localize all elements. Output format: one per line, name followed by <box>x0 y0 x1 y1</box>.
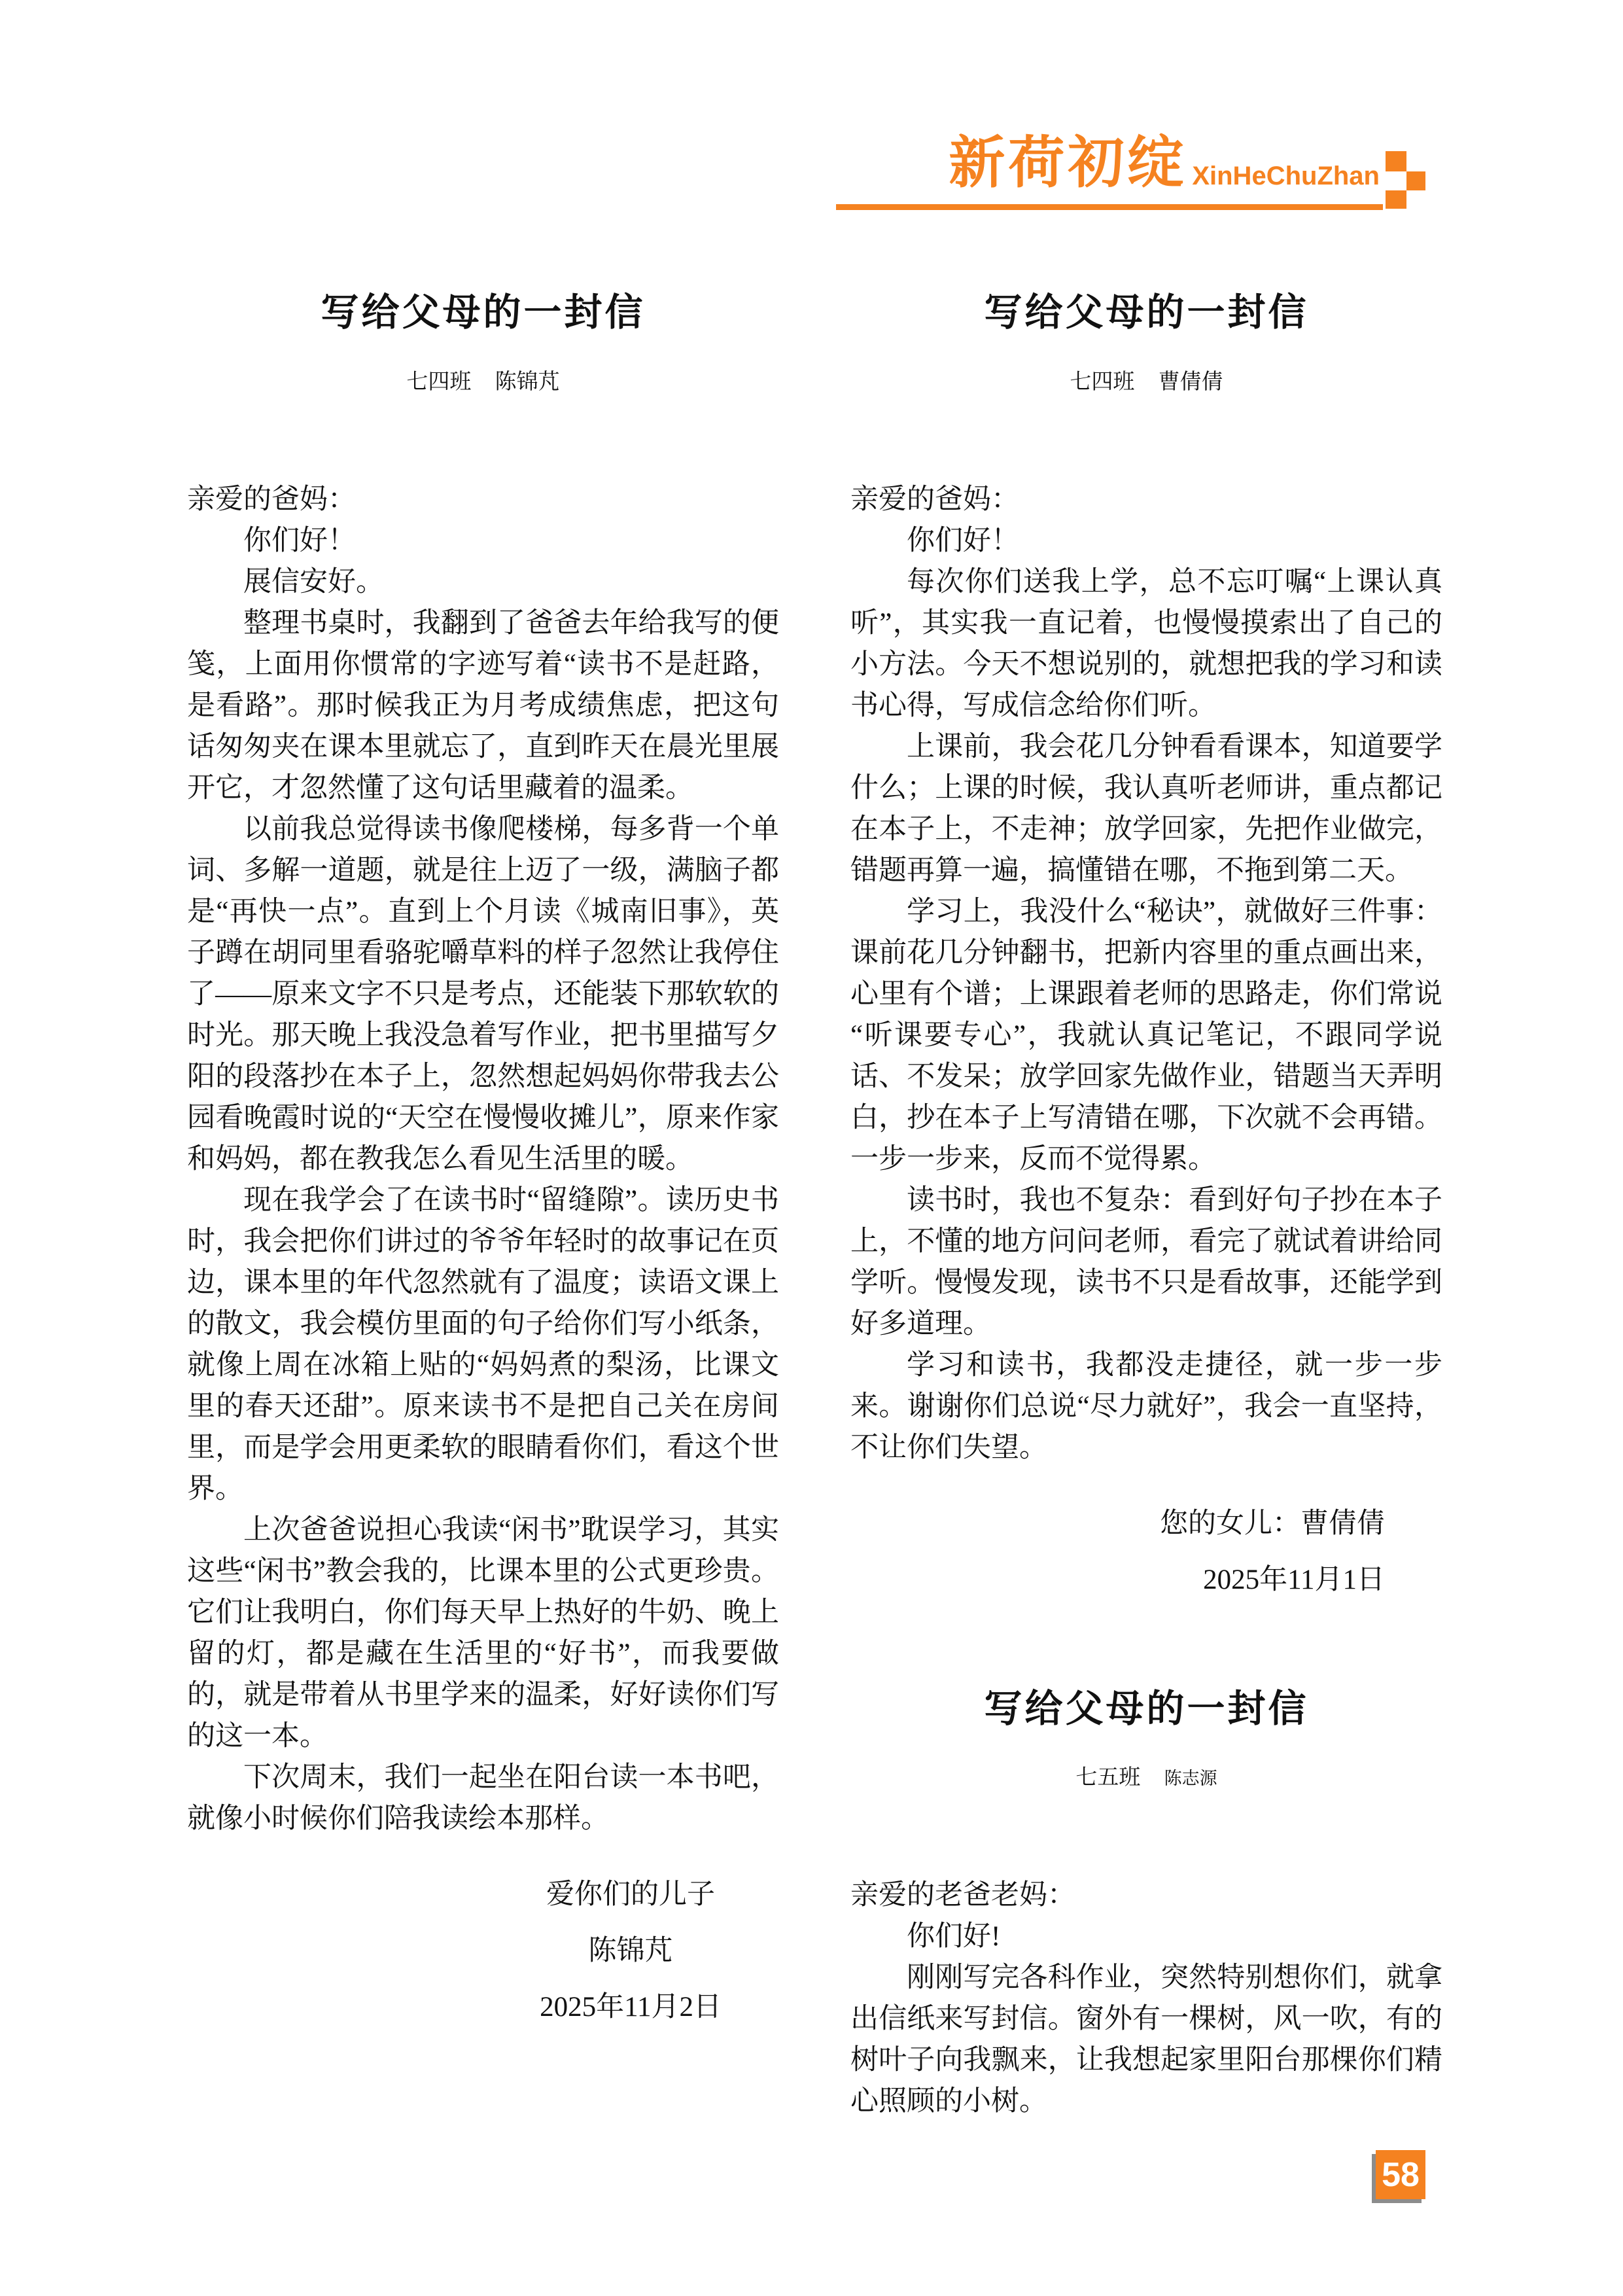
signoff-name: 陈锦芃 <box>588 1935 673 1966</box>
salutation: 亲爱的爸妈： <box>187 484 356 515</box>
paragraph: 上次爸爸说担心我读“闲书”耽误学习，其实这些“闲书”教会我的，比课本里的公式更珍贵。它们让我明白，你们每天早上热好的牛奶、晚上留的灯，都是藏在生活里的“好书”，而我要做的，就是带着从书里学来的温柔，好好读你们写的这一本。 <box>187 1514 779 1752</box>
letter-title: 写给父母的一封信 <box>984 1687 1309 1730</box>
paragraph: 上课前，我会花几分钟看看课本，知道要学什么；上课的时候，我认真听老师讲，重点都记在本子上，不走神；放学回家，先把作业做完，错题再算一遍，搞懂错在哪，不拖到第二天。 <box>850 731 1442 886</box>
paragraph: 学习和读书，我都没走捷径，就一步一步来。谢谢你们总说“尽力就好”，我会一直坚持，不让你们失望。 <box>850 1349 1442 1463</box>
page-number-badge <box>1376 2150 1425 2199</box>
greeting: 你们好! <box>907 1921 1001 1952</box>
opening-line: 展信安好。 <box>243 566 384 597</box>
letter-author <box>850 1760 1442 1791</box>
pixel-square-icon <box>1386 151 1406 171</box>
greeting: 你们好！ <box>907 525 1019 556</box>
column-left <box>187 289 779 2036</box>
letter-chen-zhiyuan <box>850 1686 1442 2123</box>
signoff-date: 2025年11月1日 <box>1203 1564 1385 1595</box>
salutation: 亲爱的老爸老妈： <box>850 1880 1075 1911</box>
signoff-block <box>540 1867 722 2036</box>
paragraph: 学习上，我没什么“秘诀”，就做好三件事：课前花几分钟翻书，把新内容里的重点画出来，心里有个谱；上课跟着老师的思路走，你们常说“听课要专心”，我就认真记笔记，不跟同学说话、不发呆；放学回家先做作业，错题当天弄明白，抄在本子上写清错在哪，下次就不会再错。一步一步来，反而不觉得累。 <box>850 896 1442 1174</box>
letter-title: 写给父母的一封信 <box>321 291 646 334</box>
page-number: 58 <box>1382 2155 1420 2194</box>
paragraph: 每次你们送我上学，总不忘叮嘱“上课认真听”，其实我一直记着，也慢慢摸索出了自己的小方法。今天不想说别的，就想把我的学习和读书心得，写成信念给你们听。 <box>850 566 1442 721</box>
paragraph: 下次周末，我们一起坐在阳台读一本书吧，就像小时候你们陪我读绘本那样。 <box>187 1761 779 1834</box>
letter-author <box>187 364 779 395</box>
letter-body <box>850 1875 1442 2122</box>
letter-author <box>850 364 1442 395</box>
paragraph: 读书时，我也不复杂：看到好句子抄在本子上，不懂的地方问问老师，看完了就试着讲给同学听。慢慢发现，读书不只是看故事，还能学到好多道理。 <box>850 1184 1442 1339</box>
letter-body <box>187 479 779 1839</box>
salutation: 亲爱的爸妈： <box>850 484 1019 515</box>
paragraph: 整理书桌时，我翻到了爸爸去年给我写的便笺，上面用你惯常的字迹写着“读书不是赶路，是看路”。那时候我正为月考成绩焦虑，把这句话匆匆夹在课本里就忘了，直到昨天在晨光里展开它，才忽然懂了这句话里藏着的温柔。 <box>187 607 779 804</box>
pixel-square-icon <box>1386 190 1406 209</box>
author-class: 七四班 <box>1070 370 1135 394</box>
masthead-logo-en: XinHeChuZhan <box>1192 162 1380 190</box>
header-rule <box>836 204 1383 210</box>
letter-cao-qianqian <box>850 289 1442 1608</box>
paragraph: 刚刚写完各科作业，突然特别想你们，就拿出信纸来写封信。窗外有一棵树，风一吹，有的树叶子向我飘来，让我想起家里阳台那棵你们精心照顾的小树。 <box>850 1962 1442 2117</box>
signoff-line: 爱你们的儿子 <box>546 1879 716 1910</box>
author-name: 陈锦芃 <box>495 370 560 394</box>
letter-body <box>850 479 1442 1468</box>
masthead-logo-cn: 新荷初绽 <box>949 132 1187 194</box>
signoff-block <box>850 1496 1442 1608</box>
signoff-date: 2025年11月2日 <box>540 1991 722 2022</box>
paragraph: 现在我学会了在读书时“留缝隙”。读历史书时，我会把你们讲过的爷爷年轻时的故事记在页边，课本里的年代忽然就有了温度；读语文课上的散文，我会模仿里面的句子给你们写小纸条，就像上周在冰箱上贴的“妈妈煮的梨汤，比课文里的春天还甜”。原来读书不是把自己关在房间里，而是学会用更柔软的眼睛看你们，看这个世界。 <box>187 1184 779 1504</box>
author-class: 七四班 <box>406 370 472 394</box>
author-class: 七五班 <box>1075 1766 1141 1790</box>
author-name: 陈志源 <box>1164 1769 1217 1788</box>
masthead <box>949 132 1380 194</box>
signoff-line: 您的女儿：曹倩倩 <box>1160 1508 1385 1539</box>
letter-chen-jinfan <box>187 289 779 2036</box>
pixel-square-icon <box>1406 171 1425 190</box>
letter-title: 写给父母的一封信 <box>984 291 1309 334</box>
greeting: 你们好！ <box>243 525 356 556</box>
author-name: 曹倩倩 <box>1158 370 1223 394</box>
paragraph: 以前我总觉得读书像爬楼梯，每多背一个单词、多解一道题，就是往上迈了一级，满脑子都是“再快一点”。直到上个月读《城南旧事》，英子蹲在胡同里看骆驼嚼草料的样子忽然让我停住了——原来文字不只是考点，还能装下那软软的时光。那天晚上我没急着写作业，把书里描写夕阳的段落抄在本子上，忽然想起妈妈你带我去公园看晚霞时说的“天空在慢慢收摊儿”，原来作家和妈妈，都在教我怎么看见生活里的暖。 <box>187 813 779 1174</box>
column-right <box>850 289 1442 2122</box>
